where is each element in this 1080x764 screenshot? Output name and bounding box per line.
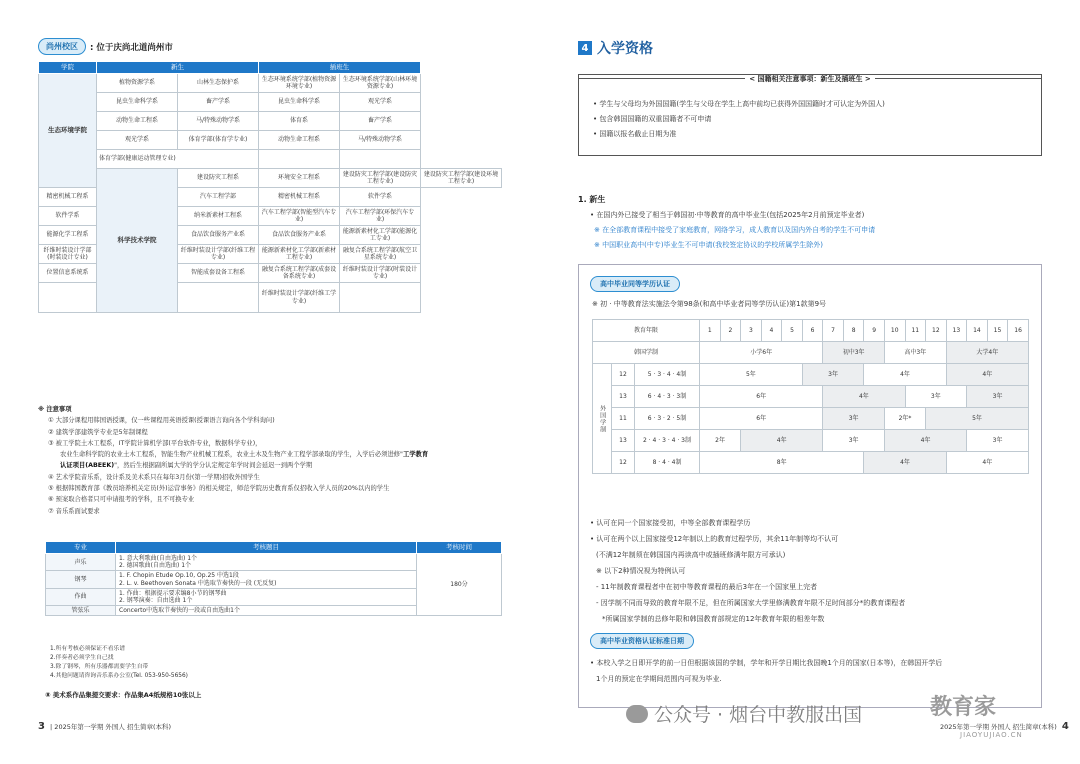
nationality-list [593,97,885,142]
table-cell: 位置信息系统系 [39,264,97,283]
table-cell: 昆虫生命科学系 [97,93,178,112]
campus-badge: 尚州校区 [38,38,86,55]
music-table [45,541,502,616]
table-cell: 汽车工程学部(环保汽车专业) [340,207,421,226]
year-cell: 14 [967,320,988,342]
table-header: 新生 [97,62,259,74]
table-row [39,74,502,93]
system-cell: 小学6年 [700,342,823,364]
music-notes [50,645,188,681]
list-item: - 因学制不同而导致的教育年限不足，但在所属国家大学里修满教育年限不足时间部分*的教育课程者 [596,599,906,607]
years-label: 教育年限 [593,320,700,342]
table-cell: 山林生态保护系 [178,74,259,93]
table-cell: 精密机械工程系 [259,188,340,207]
table-row [39,150,502,169]
table-cell: 植物资源学系 [97,74,178,93]
system-cell: 高中3年 [884,342,946,364]
note-bold: 认证项目(ABEEK) [60,462,115,470]
college-name: 科学技术学院 [97,169,178,313]
wechat-icon [626,705,648,723]
table-cell: 纤维时装设计学部(纤维工学专业) [259,283,340,313]
table-cell: 能源化学工程系 [39,226,97,245]
total-years: 13 [612,386,635,408]
major-name: 作曲 [46,588,116,605]
table-cell: 纤维时装设计学部(时装设计专业) [39,245,97,264]
department-table [38,61,502,313]
table-cell: 建设防灾工程系 [178,169,259,188]
table-cell [116,588,417,605]
foreign-row [593,386,1029,408]
system-cell: 大学4年 [946,342,1028,364]
exam-item: 1. 意大利歌曲(自由选曲) 1个 [119,555,198,562]
list-item: • 本校入学之日即开学的前一日但根据该国的学制，学年和开学日期比我国晚1个月的国家(日本等)，在韩国开学后 [590,659,943,667]
watermark-logo: 教育家 [930,695,997,720]
note-item [38,460,502,471]
system-cell: 2年 [700,430,741,452]
system-cell: 4年 [864,452,946,474]
page-number: 3 [38,721,45,732]
watermark-url: JIAOYUJIAO.CN [960,731,1023,739]
table-header-row [46,542,502,554]
table-header: 考核时间 [417,542,502,554]
college-name: 生态环境学院 [39,74,97,188]
table-cell: 软件学系 [39,207,97,226]
list-item: ※ 以下2种情况视为特例认可 [596,567,686,575]
table-cell: 动物生命工程系 [259,131,340,150]
table-cell: 纤维时装设计学部(纤维工程专业) [178,245,259,264]
section-header [578,38,653,58]
table-cell: 马/特殊动物学系 [178,112,259,131]
note-item: ③ 被工学院土木工程系，IT学院计算机学部(平台软件专业，数据科学专业)， [48,439,262,447]
note-item: ⑦ 音乐系面试要求 [48,507,100,515]
table-cell [259,150,340,169]
system-name: 2 · 4 · 3 · 4 · 3制 [635,430,700,452]
system-cell: 3年 [967,430,1029,452]
system-cell: 4年 [823,386,905,408]
system-cell: 5年 [926,408,1029,430]
page-number: 4 [1061,721,1069,732]
table-cell [178,283,259,313]
system-cell: 3年 [823,408,885,430]
list-item: 1个月的预定在学期间范围内可视为毕业. [596,675,722,683]
watermark [626,700,862,727]
table-cell [39,283,97,313]
table-cell [116,571,417,588]
table-cell: 建设防灾工程学部(建设环境工程专业) [421,169,502,188]
total-years: 12 [612,452,635,474]
table-cell: 观光学系 [340,93,421,112]
note-item [38,449,502,460]
music-note: 1.所有考核必须保证不看乐谱 [50,646,126,652]
major-name: 钢琴 [46,571,116,588]
major-name: 管弦乐 [46,606,116,616]
note-text: 农业生命科学院的农业土木工程系，智能生物产业机械工程系，农业土木及生物产业工程学部录取的学生，入学后必须进修" [60,451,403,459]
year-cell: 16 [1008,320,1029,342]
exam-item: 1. F. Chopin Etude Op.10, Op.25 中选1段 [119,572,239,580]
system-cell: 4年 [864,364,946,386]
note-item: ① 大部分课程用韩国语授课，仅一些课程用英语授课(授课语言询向各个学科询问) [48,417,275,425]
table-cell: Concerto中选取节奏快的一段或自由选曲1个 [116,606,417,616]
note-text: "，然后生根据副所属大学的学分认定规定年学时间会延迟一到两个学期 [114,462,313,470]
table-header: 插班生 [259,62,421,74]
list-item: • 包含韩国国籍的双重国籍者不可申请 [593,115,712,123]
table-cell [340,283,421,313]
year-cell: 13 [946,320,967,342]
system-cell: 3年 [967,386,1029,408]
total-years: 13 [612,430,635,452]
year-cell: 12 [926,320,947,342]
table-row [39,131,502,150]
system-cell: 4年 [741,430,823,452]
badge-text: 高中毕业资格认证标准日期 [590,633,694,649]
campus-location: : 位于庆尚北道尚州市 [90,42,173,53]
system-cell: 3年 [802,364,864,386]
table-header: 考核题目 [116,542,417,554]
list-item: ※ 在全部教育课程中接受了家庭教育，网络学习，成人教育以及国内外自考的学生不可申请 [594,226,876,234]
table-header-row [39,62,502,74]
note-item: ⑤ 根据韩国教育部《教员培养机关定员(外)运营事务》的相关规定，师范学院历史教育系仅招收入学人员的20%以内的学生 [48,485,390,493]
system-cell: 4年 [884,430,966,452]
foreign-row [593,408,1029,430]
list-item: • 认可在两个以上国家接受12年制以上的教育过程学历，其余11年制等均不认可 [590,535,839,543]
foreign-row [593,430,1029,452]
year-cell: 7 [823,320,844,342]
list-item: ※ 中国职业高中(中专)毕业生不可申请(我校签定协议的学校所属学生除外) [594,241,824,249]
table-cell: 体育系 [259,112,340,131]
note-bold: 工学教育 [402,451,429,459]
section-number: 4 [578,41,592,55]
system-cell: 2年* [884,408,925,430]
list-item: *所属国家学制的总修年限和韩国教育部规定的12年教育年限的相差年数 [602,615,825,623]
system-name: 6 · 4 · 3 · 3制 [635,386,700,408]
recognition-rules [590,515,905,627]
table-cell: 食品饮食服务产业系 [259,226,340,245]
table-cell: 能源新素材化工学部(新素材工程专业) [259,245,340,264]
year-cell: 10 [884,320,905,342]
table-cell: 能源新素材化工学部(能源化工专业) [340,226,421,245]
system-cell: 4年 [946,452,1028,474]
foreign-label: 外国学制 [593,364,612,474]
table-cell [340,150,421,169]
table-cell: 生态环境系统学部(山林环境资源专业) [340,74,421,93]
table-cell: 精密机械工程系 [39,188,97,207]
system-cell: 初中3年 [823,342,885,364]
system-name: 8 · 4 · 4制 [635,452,700,474]
list-item: • 在国内外已接受了相当于韩国初·中等教育的高中毕业生(包括2025年2月前预定毕业者) [590,211,865,219]
exam-item: 1. 作曲：根据提示要求编8小节的钢琴曲 [119,589,227,597]
table-cell: 动物生命工程系 [97,112,178,131]
system-name: 6 · 3 · 2 · 5制 [635,408,700,430]
system-cell: 6年 [700,386,823,408]
table-cell: 马/特殊动物学系 [340,131,421,150]
table-row [39,169,502,188]
total-years: 11 [612,408,635,430]
system-cell: 3年 [823,430,885,452]
table-cell: 智能成套设备工程系 [178,264,259,283]
watermark-text: 公众号 · 烟台中教服出国 [654,704,863,726]
table-cell: 畜产学系 [178,93,259,112]
music-note: 2.伴奏者必须学生自己找 [50,655,114,661]
system-cell: 5年 [700,364,803,386]
standard-date-badge [590,633,694,649]
table-row [46,554,502,571]
year-cell: 1 [700,320,721,342]
year-cell: 5 [782,320,803,342]
table-header: 学院 [39,62,97,74]
section-title: 入学资格 [597,41,653,57]
music-note: 3.除了钢琴，所有乐器都需要学生自带 [50,664,149,670]
list-item: • 国籍以报名截止日期为准 [593,130,677,138]
list-item: - 11年制教育课程者中在初中等教育课程的最后3年在一个国家里上完者 [596,583,818,591]
system-cell: 6年 [700,408,823,430]
foreign-row [593,364,1029,386]
exam-time: 180分 [417,554,502,616]
table-cell: 纤维时装设计学部(时装设计专业) [340,264,421,283]
list-item: (不满12年制须在韩国国内再读高中或插班修满年限方可承认) [596,551,786,559]
year-cell: 3 [741,320,762,342]
table-cell: 体育学部(健康运动管理专业) [97,150,259,169]
note-item: ⑥ 预案取合格者只可申请报考的学科，且不可换专业 [48,496,195,504]
korea-row [593,342,1029,364]
table-cell: 纳米新素材工程系 [178,207,259,226]
year-cell: 6 [802,320,823,342]
standard-date-text [590,655,942,687]
table-cell: 观光学系 [97,131,178,150]
years-row [593,320,1029,342]
new-student-list [590,208,875,253]
equivalence-badge [590,276,680,292]
year-cell: 11 [905,320,926,342]
year-cell: 9 [864,320,885,342]
music-note: 4.其他问题请咨询音乐系办公室(Tel. 053-950-5656) [50,673,188,679]
table-header: 专业 [46,542,116,554]
note-item: ② 建筑学部建筑学专业是5年制课程 [48,428,148,436]
system-cell: 3年 [905,386,967,408]
table-cell: 建设防灾工程学部(建设防灾工程专业) [340,169,421,188]
law-reference: ※ 初 · 中等教育法实施法令第98条(和高中毕业者同等学历认证)第1款第9号 [592,300,827,308]
major-name: 声乐 [46,554,116,571]
table-cell [116,554,417,571]
table-cell: 体育学部(体育学专业) [178,131,259,150]
notes-section [38,404,502,517]
nationality-heading [579,74,1041,84]
table-cell: 融复合系统工程学部(成套设备系统专业) [259,264,340,283]
footer-left [38,721,171,732]
table-row [39,112,502,131]
list-item: • 学生与父母均为外国国籍(学生与父母在学生上高中前均已获得外国国籍时才可认定为外国人) [593,100,885,108]
table-cell: 汽车工程学部 [178,188,259,207]
campus-header [38,38,173,55]
foreign-row [593,452,1029,474]
school-system-table [592,319,1029,474]
table-cell: 昆虫生命科学系 [259,93,340,112]
nationality-heading-text: < 国籍相关注意事项：新生及插班生 > [745,75,875,83]
exam-item: 2. L. v. Beethoven Sonata 中选取节奏快的一段 (无反复) [119,579,277,587]
table-cell: 环境安全工程系 [259,169,340,188]
table-cell: 畜产学系 [340,112,421,131]
table-cell: 食品饮食服务产业系 [178,226,259,245]
table-cell: 软件学系 [340,188,421,207]
nationality-box [578,74,1042,156]
korea-label: 韩国学制 [593,342,700,364]
list-item: • 认可在同一个国家接受初，中等全部教育课程学历 [590,519,751,527]
table-cell: 生态环境系统学部(植物资源环境专业) [259,74,340,93]
total-years: 12 [612,364,635,386]
system-cell: 4年 [946,364,1028,386]
year-cell: 15 [987,320,1008,342]
table-row [39,93,502,112]
exam-item: 2. 钢琴演奏：自由选曲 1个 [119,596,193,604]
system-name: 5 · 3 · 4 · 4制 [635,364,700,386]
year-cell: 4 [761,320,782,342]
footer-text: | 2025年第一学期 外国人 招生简章(本科) [50,723,172,731]
note-item: ④ 艺术学院音乐系，设计系及美术系只在每年3月份(第一学期)招收外国学生 [48,473,260,481]
notes-title: ※ 注意事项 [38,406,72,413]
table-cell: 融复合系统工程学部(航空卫星系统专业) [340,245,421,264]
year-cell: 8 [843,320,864,342]
footer-text: 2025年第一学期 外国人 招生简章(本科) [940,723,1057,731]
art-requirement: ⑧ 美术系作品集提交要求：作品集A4纸规格10张以上 [45,691,202,699]
year-cell: 2 [720,320,741,342]
new-student-title: 1. 新生 [578,195,606,204]
badge-text: 高中毕业同等学历认证 [590,276,680,292]
system-cell: 8年 [700,452,864,474]
exam-item: 2. 德国歌曲(自由选曲) 1个 [119,562,192,570]
table-cell: 汽车工程学部(智能型汽车专业) [259,207,340,226]
